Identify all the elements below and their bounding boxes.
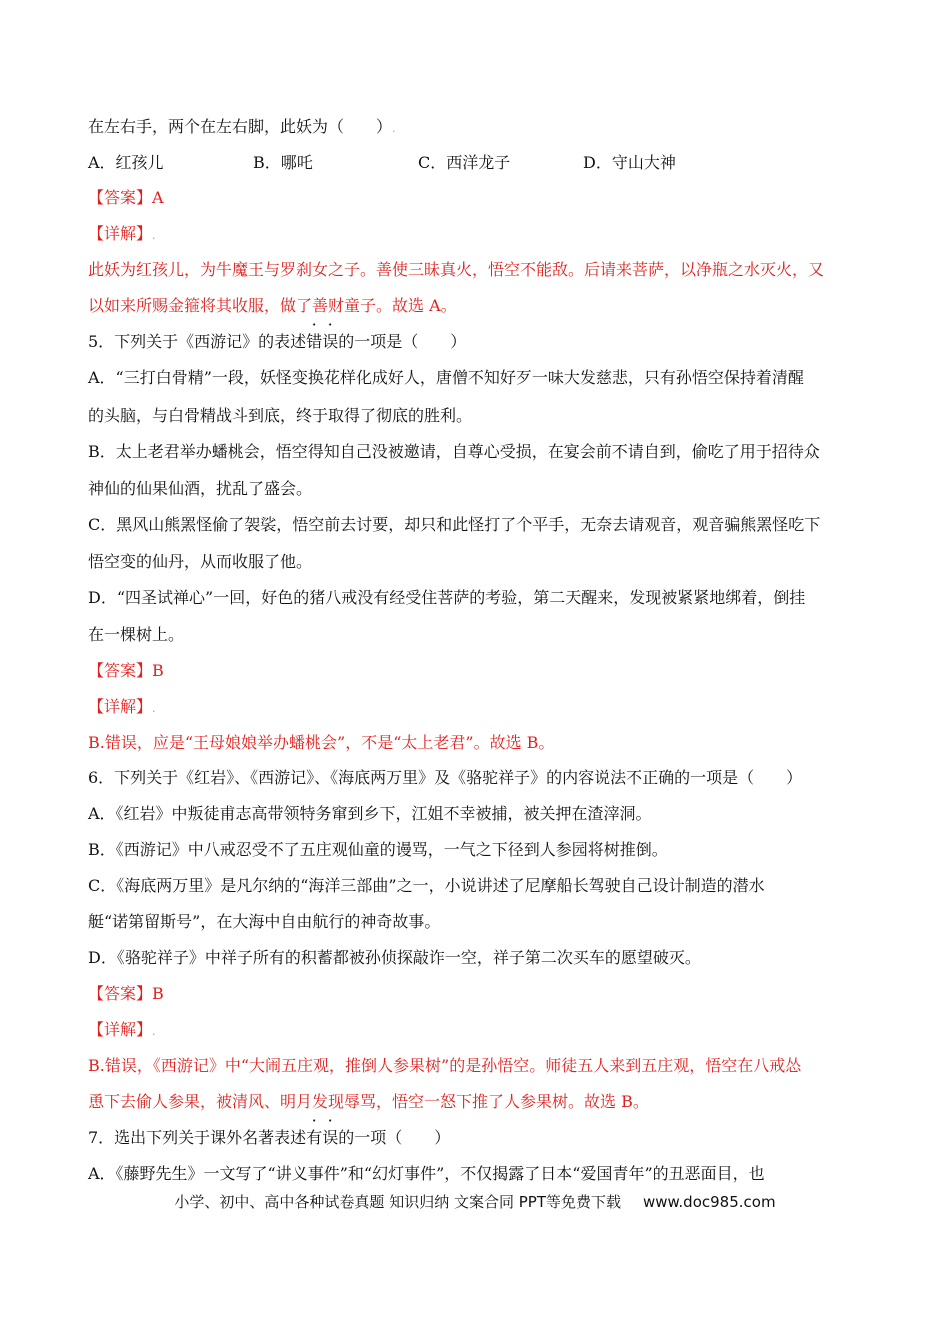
q5-explain-line-1: B.错误，应是“王母娘娘举办蟠桃会”，不是“太上老君”。故选 B。 <box>88 733 555 752</box>
q7-stem: 7．选出下列关于课外名著表述有误的一项（ ） <box>88 1128 451 1147</box>
q4-answer: 【答案】A <box>88 188 164 207</box>
q5-explain-label: 【详解】. <box>88 697 156 716</box>
q4-stem-tail: 在左右手，两个在左右脚，此妖为（ ）. <box>88 117 396 136</box>
q5-option-a-line-2: 的头脑，与白骨精战斗到底，终于取得了彻底的胜利。 <box>88 406 473 425</box>
q6-option-d: D．《骆驼祥子》中祥子所有的积蓄都被孙侦探敲诈一空，祥子第二次买车的愿望破灭。 <box>88 948 701 967</box>
q6-explain-line-2: 恿下去偷人参果，被清风、明月发现辱骂，悟空一怒下推了人参果树。故选 B。 <box>88 1092 649 1111</box>
q6-option-a: A．《红岩》中叛徒甫志高带领特务窜到乡下，江姐不幸被捕，被关押在渣滓洞。 <box>88 804 652 823</box>
q5-option-c-line-2: 悟空变的仙丹，从而收服了他。 <box>88 552 313 571</box>
footer-text: 小学、初中、高中各种试卷真题 知识归纳 文案合同 PPT等免费下载 <box>174 1193 621 1211</box>
q7-emphasis-char-2: 误 <box>322 1128 339 1147</box>
q6-option-b: B．《西游记》中八戒忍受不了五庄观仙童的谩骂，一气之下径到人参园将树推倒。 <box>88 840 668 859</box>
q4-explain-label: 【详解】. <box>88 224 156 243</box>
q5-option-b-line-1: B．太上老君举办蟠桃会，悟空得知自己没被邀请，自尊心受损，在宴会前不请自到，偷吃了用于招待众 <box>88 442 820 461</box>
footer-site-link[interactable]: www.doc985.com <box>642 1193 776 1211</box>
q5-option-d-line-2: 在一棵树上。 <box>88 625 185 644</box>
q6-answer: 【答案】B <box>88 984 164 1003</box>
q4-explain-line-2: 以如来所赐金箍将其收服，做了善财童子。故选 A。 <box>88 296 457 315</box>
q5-option-b-line-2: 神仙的仙果仙酒，扰乱了盛会。 <box>88 479 313 498</box>
page-footer <box>0 1192 950 1212</box>
q5-emphasis-char-1: 错 <box>306 332 323 351</box>
q5-option-d-line-1: D．“四圣试禅心”一回，好色的猪八戒没有经受住菩萨的考验，第二天醒来，发现被紧紧地绑着，倒挂 <box>88 588 806 607</box>
q4-option-c: C．西洋龙子 <box>418 153 511 172</box>
q6-explain-line-1: B.错误，《西游记》中“大闹五庄观，推倒人参果树”的是孙悟空。师徒五人来到五庄观，悟空在八戒怂 <box>88 1056 802 1075</box>
q6-option-c-line-1: C．《海底两万里》是凡尔纳的“海洋三部曲”之一，小说讲述了尼摩船长驾驶自己设计制造的潜水 <box>88 876 765 895</box>
q5-emphasis-char-2: 误 <box>322 332 339 351</box>
q4-option-a: A．红孩儿 <box>88 153 164 172</box>
q6-option-c-line-2: 艇“诺第留斯号”，在大海中自由航行的神奇故事。 <box>88 912 441 931</box>
q6-stem: 6．下列关于《红岩》、《西游记》、《海底两万里》及《骆驼祥子》的内容说法不正确的一项是（ ） <box>88 768 803 787</box>
q6-explain-label: 【详解】. <box>88 1020 156 1039</box>
q5-answer: 【答案】B <box>88 661 164 680</box>
q4-option-b: B．哪吒 <box>253 153 313 172</box>
q5-option-a-line-1: A．“三打白骨精”一段，妖怪变换花样化成好人，唐僧不知好歹一味大发慈悲，只有孙悟空保持着清醒 <box>88 368 804 387</box>
q7-emphasis-char-1: 有 <box>306 1128 323 1147</box>
q4-option-d: D．守山大神 <box>583 153 676 172</box>
q5-option-c-line-1: C．黑风山熊罴怪偷了袈裟，悟空前去讨要，却只和此怪打了个平手，无奈去请观音，观音骗熊罴怪吃下 <box>88 515 821 534</box>
q7-option-a-line-1: A．《藤野先生》一文写了“讲义事件”和“幻灯事件”，不仅揭露了日本“爱国青年”的丑恶面目，也 <box>88 1164 765 1183</box>
q5-stem: 5．下列关于《西游记》的表述错误的一项是（ ） <box>88 332 467 351</box>
q4-explain-line-1: 此妖为红孩儿，为牛魔王与罗刹女之子。善使三昧真火，悟空不能敌。后请来菩萨，以净瓶之水灭火，又 <box>88 260 825 279</box>
